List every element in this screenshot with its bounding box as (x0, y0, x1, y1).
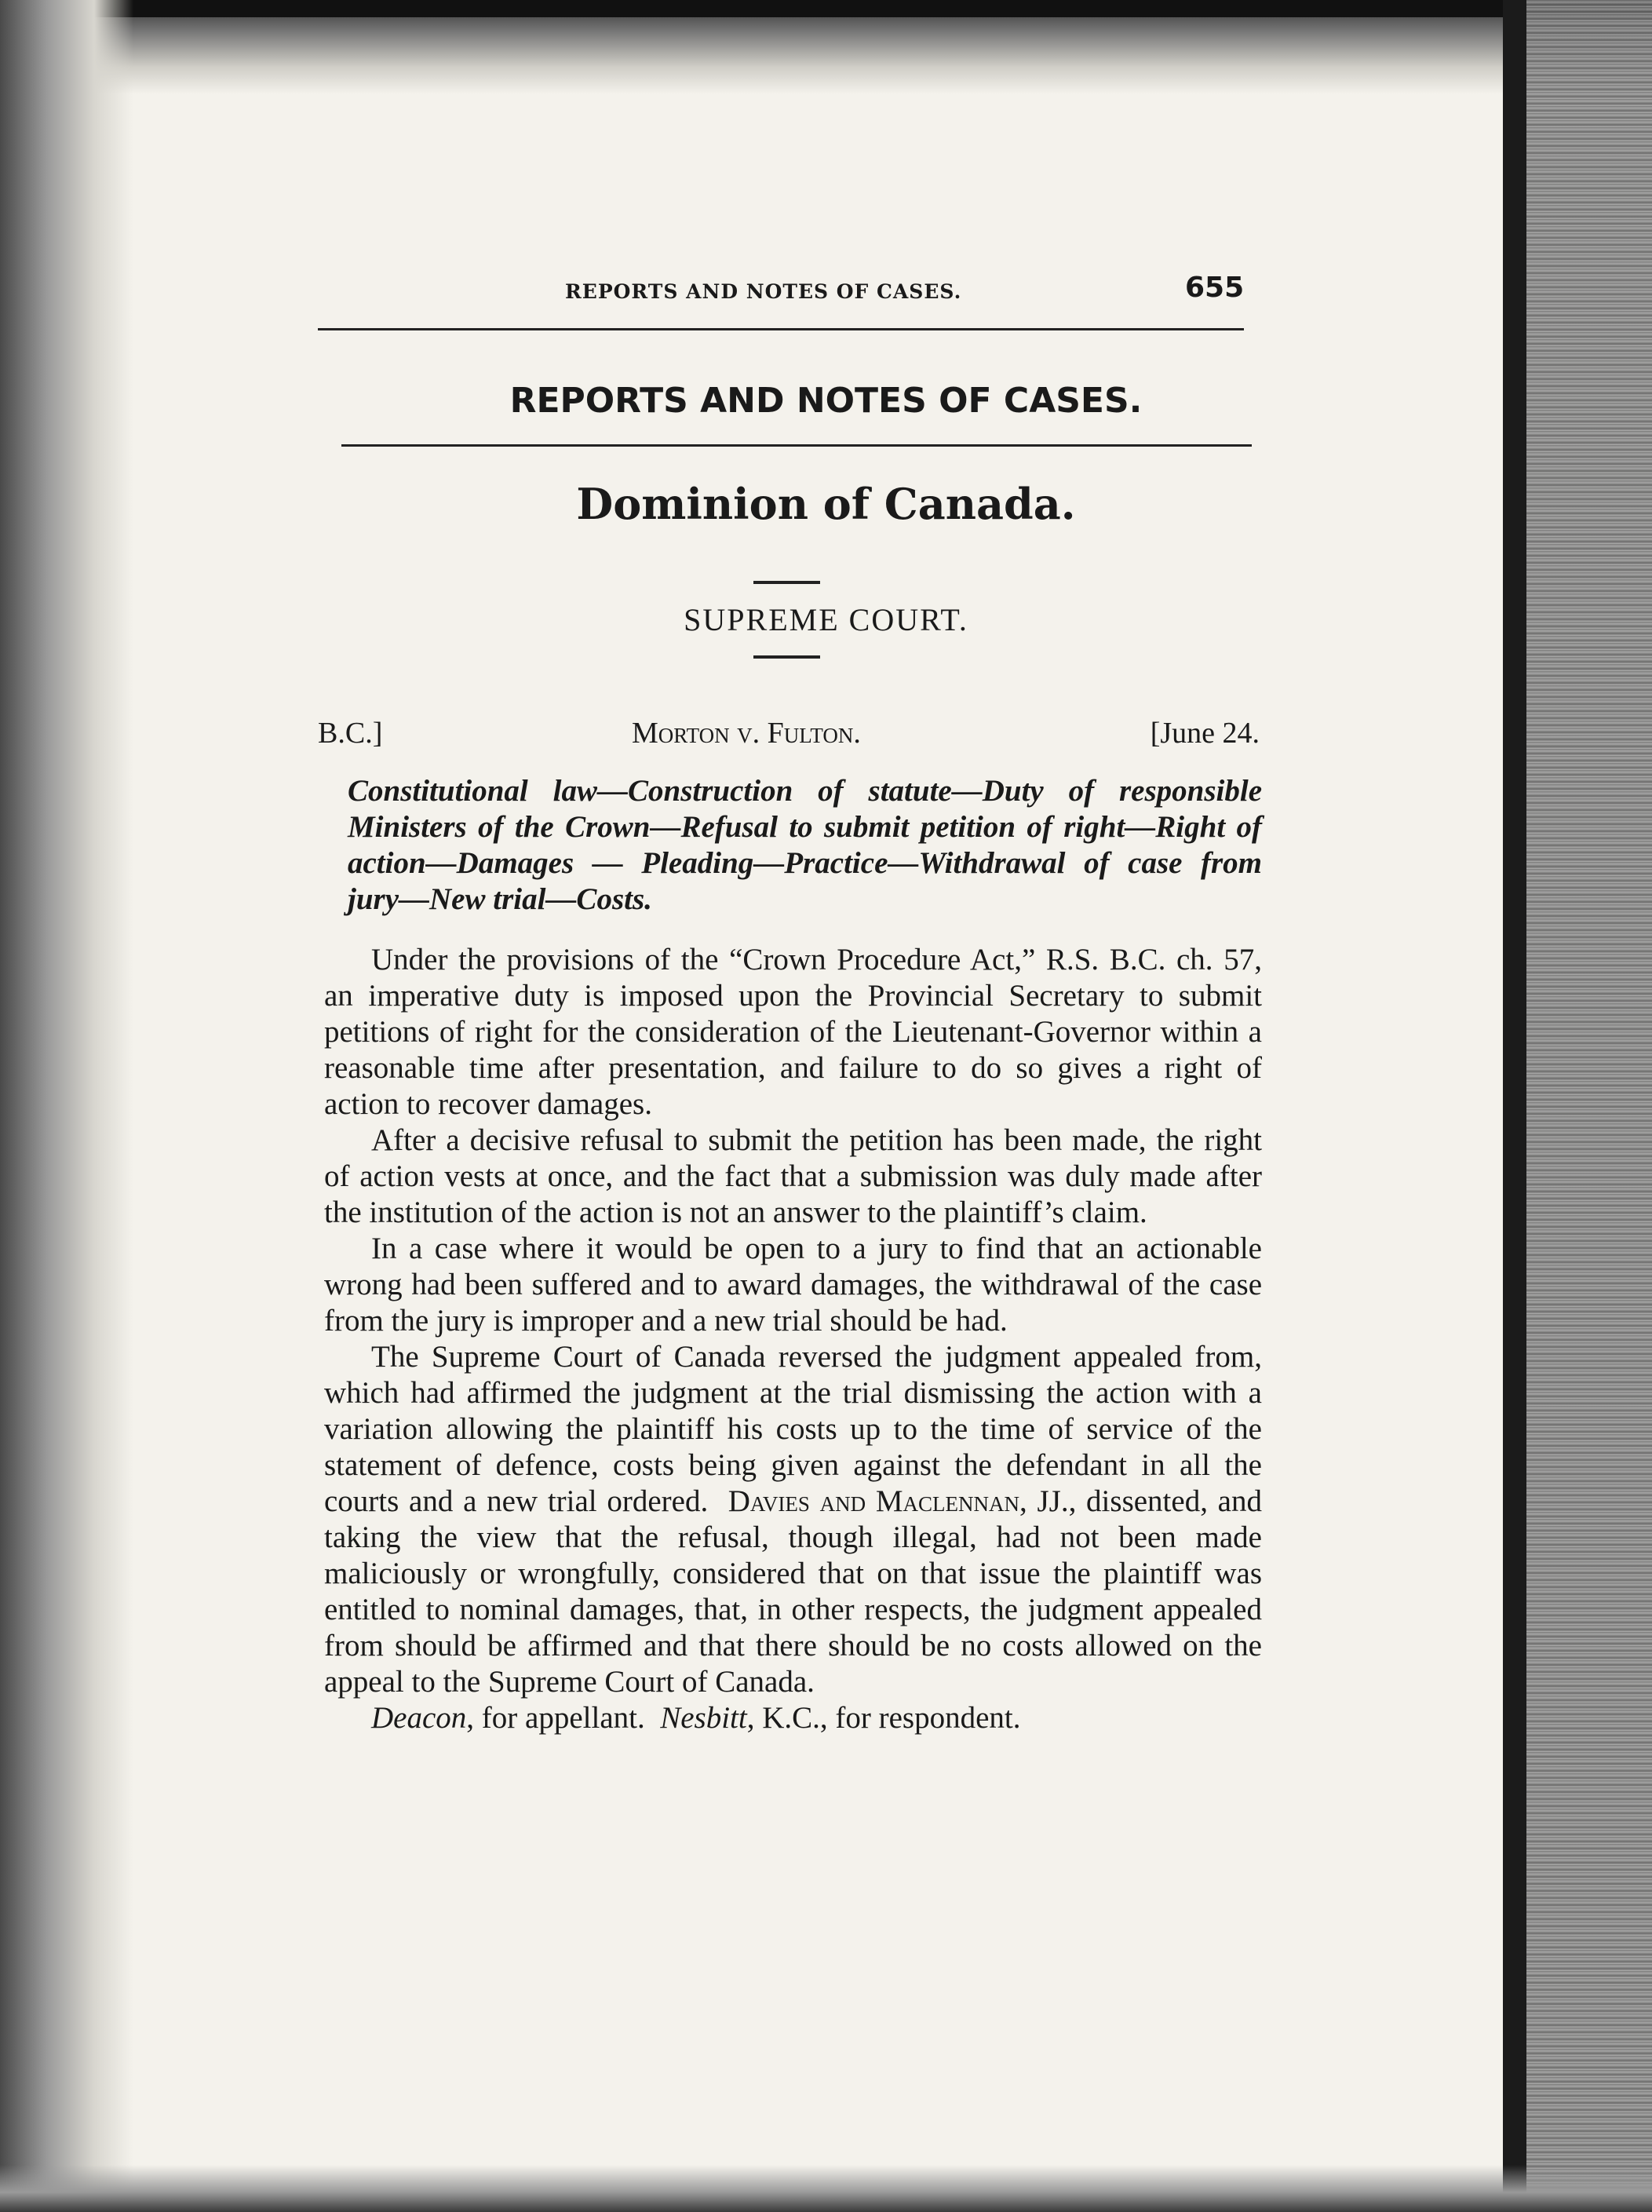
case-name: Morton v. Fulton. (632, 717, 861, 750)
case-date: [June 24. (1150, 717, 1260, 750)
court-heading: SUPREME COURT. (684, 602, 968, 637)
appellant-counsel: Deacon (371, 1701, 467, 1735)
paragraph-judgment (324, 1339, 1262, 1700)
jurisdiction-heading: Dominion of Canada. (576, 479, 1076, 529)
headnote-text: Constitutional law—Construction of statute—Duty of responsible Ministers of the Crown—Refusal to submit petition of right—Right of action—Damages — Pleading—Practice—Withdrawal of case from jury—New trial—Costs. (348, 774, 1262, 916)
judgment-text: The Supreme Court of Canada reversed the judgment appealed from, which had affirmed the judgment at the trial dismissing the action with a variation allowing the plaintiff his costs up to the time of service of the statement of defence, costs being given against the defendant in all the courts and a new trial ordered. (324, 1340, 1262, 1518)
body-text (324, 942, 1262, 1736)
headnote (324, 773, 1262, 918)
respondent-label: , K.C., for respondent. (746, 1701, 1021, 1735)
case-province: B.C.] (318, 717, 383, 750)
paragraph: After a decisive refusal to submit the petition has been made, the right of action vests at once, and the fact that a submission was duly made after the institution of the action is not an answer to the plaintiff’s claim. (324, 1123, 1262, 1229)
section-rule (341, 444, 1252, 447)
paragraph: In a case where it would be open to a jury to find that an actionable wrong had been suffered and to award damages, the withdrawal of the case from the jury is improper and a new trial should be had. (324, 1232, 1262, 1338)
appellant-label: , for appellant. (466, 1701, 645, 1735)
dissent-text: , dissented, and taking the view that the refusal, though illegal, had not been made maliciously or wrongfully, considered that on that issue the plaintiff was entitled to nominal damages, that, in other respects, the judgment appealed from should be affirmed and that there should be no costs allowed on the appeal to the Supreme Court of Canada. (324, 1484, 1262, 1699)
header-rule (318, 328, 1244, 330)
dissenting-judges: Davies and Maclennan, JJ. (728, 1484, 1069, 1518)
running-head: REPORTS AND NOTES OF CASES. (565, 280, 962, 303)
page-number: 655 (1185, 272, 1245, 304)
case-line (318, 716, 1260, 755)
paragraph: Under the provisions of the “Crown Procedure Act,” R.S. B.C. ch. 57, an imperative duty is imposed upon the Provincial Secretary to submit petitions of right for the consideration of the Lieutenant-Governor within a reasonable time after presentation, and failure to do so gives a right of action to recover damages. (324, 943, 1262, 1121)
counsel-line (324, 1700, 1262, 1736)
respondent-counsel: Nesbitt (660, 1701, 747, 1735)
section-title: REPORTS AND NOTES OF CASES. (509, 381, 1143, 421)
court-rule-bottom (753, 655, 820, 659)
court-rule-top (753, 581, 820, 584)
